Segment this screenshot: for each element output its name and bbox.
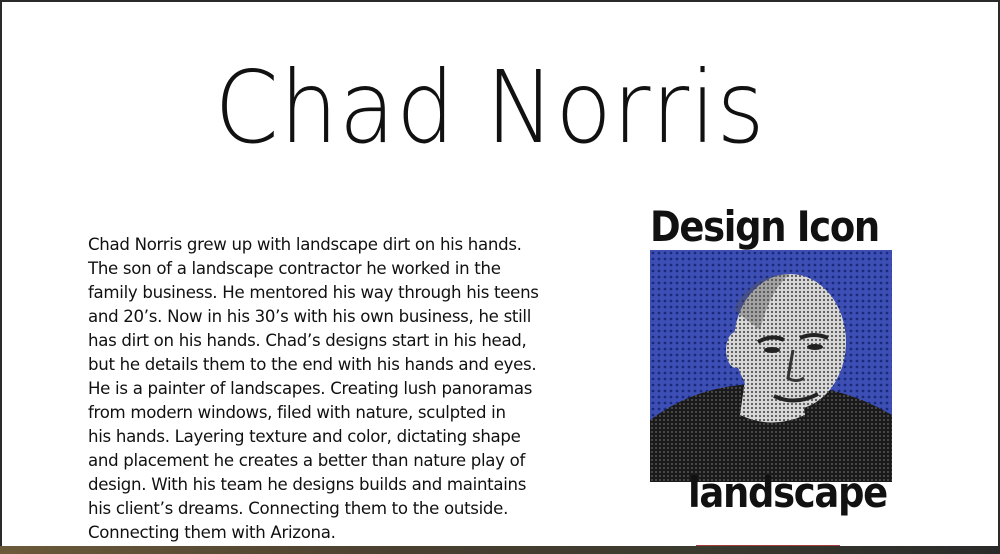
bio-line: design. With his team he designs builds and maintains: [88, 475, 527, 494]
bio-line: his hands. Layering texture and color, dictating shape: [88, 427, 521, 446]
landscape-heading: landscape: [688, 468, 887, 517]
bio-line: but he details them to the end with his hands and eyes.: [88, 355, 537, 374]
bio-line: Connecting them with Arizona.: [88, 523, 336, 542]
bio-line: and placement he creates a better than nature play of: [88, 451, 526, 470]
bio-line: He is a painter of landscapes. Creating lush panoramas: [88, 379, 533, 398]
bio-line: has dirt on his hands. Chad’s designs start in his head,: [88, 331, 527, 350]
bio-line: Chad Norris grew up with landscape dirt on his hands.: [88, 235, 522, 254]
design-icon-heading: Design Icon: [650, 202, 879, 251]
bio-line: and 20’s. Now in his 30’s with his own business, he still: [88, 307, 532, 326]
background-strip: [0, 546, 1000, 554]
halftone-portrait-image: [650, 250, 892, 482]
bio-paragraph: [88, 233, 608, 545]
bio-line: from modern windows, filed with nature, sculpted in: [88, 403, 506, 422]
bio-line: his client’s dreams. Connecting them to the outside.: [88, 499, 509, 518]
page-title: Chad Norris: [214, 49, 766, 166]
bio-line: family business. He mentored his way through his teens: [88, 283, 539, 302]
slide: [2, 2, 998, 546]
bio-line: The son of a landscape contractor he worked in the: [88, 259, 501, 278]
portrait-photo: [650, 250, 892, 482]
